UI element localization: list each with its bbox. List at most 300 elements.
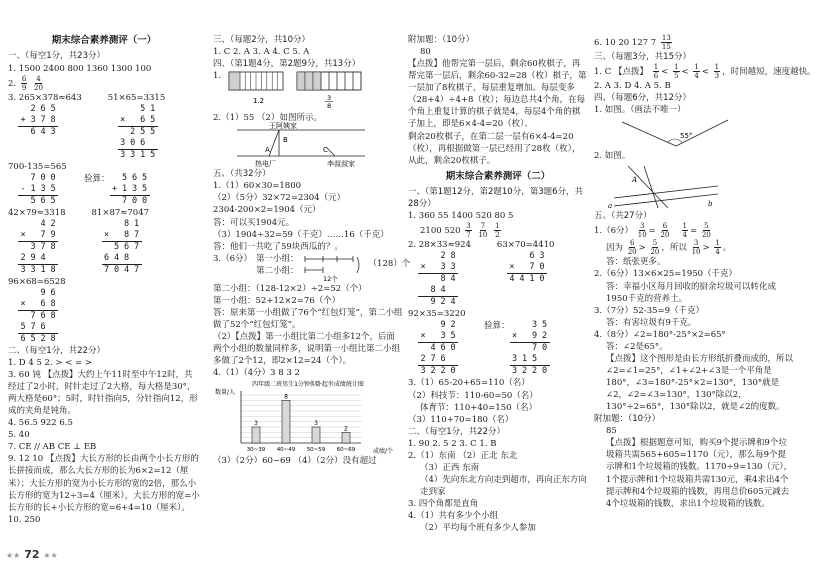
calc-digit: 1 xyxy=(40,264,46,275)
map-label-li-home: 李叔叔家 xyxy=(327,160,355,169)
calc-digit: 3 xyxy=(511,366,518,377)
t2-answer-3-3: （3）110+70=180（名） xyxy=(408,414,514,425)
calc-digit xyxy=(18,104,28,115)
test-2-title: 期末综合素养测评（二） xyxy=(445,170,551,182)
calc-digit: 8 xyxy=(450,251,456,262)
answer-1-1: 1. 1500 2400 800 1360 1300 100 xyxy=(8,63,152,74)
calc-digit: 7 xyxy=(133,264,140,275)
calc-digit: 4 xyxy=(430,343,436,354)
calc-digit: 0 xyxy=(50,172,56,183)
t2-extra-answer: 85 xyxy=(606,426,617,437)
chart-data-label: 8 xyxy=(284,393,288,401)
calc-digit: 0 xyxy=(113,264,120,275)
calc-digit xyxy=(18,288,28,299)
calc-digit: 6 xyxy=(40,103,46,114)
calc-digit: 5 xyxy=(150,114,156,125)
calc-digit: 5 xyxy=(140,103,146,114)
calc-digit xyxy=(102,242,112,253)
calc-digit: 2 xyxy=(40,333,46,344)
figure-label-A: A xyxy=(632,176,638,185)
svg-text:A: A xyxy=(265,146,270,155)
answer-5-4-1: 4.（1）（4分）3 8 3 2 xyxy=(213,368,300,379)
calc-digit: 8 xyxy=(123,218,130,229)
calc-digit: 0 xyxy=(450,343,456,354)
calc-digit: 1 xyxy=(121,183,128,194)
calc-digit xyxy=(28,219,38,230)
calc-digit: 6 xyxy=(20,333,26,344)
fraction: $\frac{1}{4}$ xyxy=(682,222,687,240)
calc-digit: 4 xyxy=(450,274,456,285)
calc-digit: 3 xyxy=(30,264,36,275)
fraction: $\frac{1}{6}$ xyxy=(653,63,659,81)
calc-digit: 0 xyxy=(40,172,46,183)
answer-1-2 xyxy=(8,75,200,92)
answer-1-4: 700-135=565 xyxy=(8,161,67,172)
fraction-cell xyxy=(329,72,337,90)
calc-digit: + xyxy=(111,183,118,194)
t2-answer-c-1: 1. C 【点拨】 $\frac{1}{6}$ < $\frac{1}{5}$ < $\frac{1}{4}$ < $\frac{1}{3}$ ，时间越短，速度越快。 xyxy=(594,63,816,81)
calc-digit: 3 xyxy=(30,114,36,125)
calc-digit: 0 xyxy=(541,366,548,377)
test-2-section-2-heading: 二、（每空1分，共22分） xyxy=(408,426,505,437)
calc-digit: 8 xyxy=(50,310,56,321)
t2-answer-2c: 92×35=3220 xyxy=(408,309,466,320)
answer-2-5: 5. 40 xyxy=(8,430,30,441)
fraction: $\frac{3}{10}$ xyxy=(691,239,701,257)
fraction-caption-numerator: 3 xyxy=(327,94,332,103)
column-4 xyxy=(594,34,816,510)
t2-vertical-calc-b xyxy=(507,251,555,285)
calc-digit: × xyxy=(103,229,110,240)
calc-digit: 9 xyxy=(531,331,538,342)
calc-digit: 9 xyxy=(440,320,446,331)
calc-digit: 0 xyxy=(541,343,548,354)
section-2-heading: 二、（每空1分，共22分） xyxy=(8,345,105,356)
calc-digit xyxy=(18,173,28,184)
t2-answer-2b: 63×70=4410 xyxy=(496,240,555,251)
answer-3: 1. C 2. A 3. A 4. C 5. A xyxy=(213,47,310,58)
answer-2-10: 10. 250 xyxy=(8,514,41,525)
calc-digit: × xyxy=(120,114,126,125)
bar-chart xyxy=(213,379,403,455)
answer-5-1-2c: 答：可以买1904元。 xyxy=(213,217,295,228)
calc-digit: 1 xyxy=(150,103,156,114)
calc-digit: 3 xyxy=(120,137,126,148)
star-icon: ★★ xyxy=(6,551,21,561)
answer-1-2-label: 2. xyxy=(8,78,17,89)
angle-figure xyxy=(618,116,738,150)
t2-check-label: 验算： xyxy=(484,321,510,332)
calc-digit: 4 xyxy=(450,297,456,308)
chart-bar-0 xyxy=(252,427,260,443)
calc-digit: 2 xyxy=(440,366,446,377)
t2-answer-b-1: 1. 90 2. 5 2 3. C 1. B xyxy=(408,438,497,449)
calc-digit: 9 xyxy=(430,297,436,308)
t2-answer-b-6-text: 6. 10 20 127 7 xyxy=(594,38,657,48)
chart-data-label: 2 xyxy=(344,425,348,433)
fraction: $\frac{1}{4}$ xyxy=(694,63,699,81)
calc-digit: 3 xyxy=(539,251,545,262)
calc-digit: 9 xyxy=(40,287,46,298)
extra-question-heading: 附加题：（10分） xyxy=(408,35,475,45)
calc-digit: 9 xyxy=(50,229,56,240)
calc-digit: 8 xyxy=(50,241,56,252)
fraction: $\frac{6}{9}$ xyxy=(21,74,27,92)
t2-vertical-calc-a xyxy=(418,251,471,308)
t2-answer-d-2: 2. 如图。 xyxy=(594,151,631,162)
calc-digit xyxy=(128,104,138,115)
t2-answer-e-3b: 答：有害垃圾有9千克。 xyxy=(606,317,697,328)
calc-digit xyxy=(128,115,138,126)
chart-tick-label: 50~59 xyxy=(306,447,326,454)
calc-digit: 8 xyxy=(440,274,446,285)
calc-digit: 6 xyxy=(440,343,446,354)
t2-answer-1-1: 1. 360 55 1400 520 80 5 xyxy=(408,211,514,222)
segment-sub-label: 12个 xyxy=(322,274,338,283)
check-label: 验算： xyxy=(84,173,110,184)
column-2 xyxy=(213,34,411,467)
calc-digit: 7 xyxy=(30,310,36,321)
t2-answer-b-2c: （4）先向东北方向走到超市，再向正东方向走到家 xyxy=(420,474,587,498)
calc-digit xyxy=(510,320,520,331)
vertical-calc-e xyxy=(18,219,66,276)
fraction: $\frac{7}{10}$ xyxy=(478,222,488,240)
answer-4-2: 2.（1）55 （2）如图所示。 xyxy=(213,113,322,124)
fraction: $\frac{5}{20}$ xyxy=(650,239,660,257)
answer-1-3b: 51×65=3315 xyxy=(107,92,166,103)
calc-digit: 3 xyxy=(120,149,126,160)
calc-digit: 5 xyxy=(50,195,56,206)
answer-1-5a: 42×79≈3318 xyxy=(8,207,66,218)
calc-digit: 3 xyxy=(420,366,426,377)
calc-digit xyxy=(28,299,38,310)
fraction-bars-figure xyxy=(227,70,377,110)
calc-digit: 6 xyxy=(50,287,56,298)
t2-answer-3-1: 3.（1）65-20+65=110（名） xyxy=(408,378,530,389)
svg-text:B: B xyxy=(283,136,288,145)
calc-digit xyxy=(418,274,428,285)
section-3-heading: 三、（每题2分，共10分） xyxy=(213,35,310,45)
calc-digit: 5 xyxy=(50,183,56,194)
calc-digit: × xyxy=(511,331,518,342)
calc-digit xyxy=(28,288,38,299)
calc-digit: 1 xyxy=(133,218,140,229)
chart-data-label: 3 xyxy=(254,420,258,428)
calc-digit xyxy=(102,219,112,230)
fraction: $\frac{6}{20}$ xyxy=(627,239,637,257)
calc-digit: 9 xyxy=(30,252,36,263)
chart-bar-1 xyxy=(282,401,290,444)
answer-2-9: 9. 12 10 【点拨】大长方形的长由两个小长方形的长拼接而成，那么大长方形的长为6×2=12（厘米）；大长方形的宽为小长方形的宽的2倍，那么小长方形的宽为12÷3=4（厘米），大长方形的宽=小长方形的长+小长方形的宽=6+4=10（厘米）。 xyxy=(8,454,200,513)
t2-answer-3-2b: 体育节：110+40=150（名） xyxy=(420,402,538,413)
answer-2-1: 1. D 4 5 2. > < = > xyxy=(8,357,92,368)
calc-digit: 0 xyxy=(539,262,545,273)
angle-label: 55° xyxy=(680,132,693,141)
calc-digit: 4 xyxy=(40,126,46,137)
calc-digit xyxy=(48,322,58,333)
calc-digit: 2 xyxy=(50,218,56,229)
calc-digit: 6 xyxy=(40,310,46,321)
calc-digit: 2 xyxy=(430,366,436,377)
calc-digit: 2 xyxy=(521,366,528,377)
extra-hint-2: 剩余20枚棋子，在第二层一层有6×4-4=20（枚），再根据做第一层已经用了28枚（枚），从此，剩余20枚棋子。 xyxy=(408,131,581,166)
fraction-cell xyxy=(353,72,361,90)
fraction-cell xyxy=(297,72,305,90)
calc-digit xyxy=(517,251,527,262)
answer-5-1-3: （3）1904÷32=59（千克）……16（千克） xyxy=(213,229,389,240)
calc-digit: 5 xyxy=(50,103,56,114)
answer-5-1-2b: 2304-200×2=1904（元） xyxy=(213,205,321,216)
calc-digit xyxy=(520,320,530,331)
page-number: 72 xyxy=(24,548,40,562)
column-1 xyxy=(8,34,200,526)
t2-answer-c-2: 2. A 3. D 4. A 5. B xyxy=(594,81,671,92)
fraction: $\frac{4}{20}$ xyxy=(34,74,43,92)
group-1-label: 第一小组： xyxy=(256,253,299,264)
answer-5-3-3: 答：原来第一小组做了76个“红包灯笼”，第二小组做了52个“红包灯笼”。 xyxy=(213,307,403,330)
calc-digit xyxy=(18,242,28,253)
calc-digit: 8 xyxy=(50,114,56,125)
calc-digit: 2 xyxy=(531,366,538,377)
answer-5-4-3: （3）（2分）60~69 （4）（2分）没有超过 xyxy=(213,456,377,467)
calc-digit: 7 xyxy=(121,195,128,206)
fraction: $\frac{1}{2}$ xyxy=(495,222,500,240)
calc-digit: 7 xyxy=(103,264,110,275)
t2-answer-e-4: 4.（8分）∠2=180°-25°×2=65° xyxy=(594,329,726,340)
calc-digit: 4 xyxy=(40,218,46,229)
vertical-calc-b xyxy=(118,104,166,161)
calc-digit: 1 xyxy=(30,183,36,194)
chart-bar-2 xyxy=(312,427,320,443)
answer-5-1-1: 1.（1）60×30=1800 xyxy=(213,181,302,192)
t2-answer-b-2: 2.（1）东南 （2）正北 东北 xyxy=(408,450,518,461)
answer-1-5b: 81×87≈7047 xyxy=(91,207,150,218)
calc-digit xyxy=(148,138,158,149)
calc-digit: 4 xyxy=(440,285,446,296)
fraction-cell xyxy=(337,72,345,90)
t2-answer-1-2-text: 2100 520 xyxy=(420,226,461,237)
calc-digit: 5 xyxy=(150,149,156,160)
calc-digit xyxy=(118,104,128,115)
calc-digit: 4 xyxy=(123,264,130,275)
t2-answer-e-4c: 【点拨】这个图形是由长方形纸折叠而成的，所以∠2=∠1=25°，∠1+∠2+∠3是一个平角是180°，∠3=180°-25°×2=130°，130°就是∠2，∠2=∠3=130°，130°除以2，130°÷2=65°，130°除以2，就是∠2的度数。 xyxy=(606,353,794,413)
calc-digit: 7 xyxy=(133,241,140,252)
svg-text:C: C xyxy=(323,146,328,155)
calc-digit: 7 xyxy=(133,229,140,240)
calc-digit xyxy=(418,297,428,308)
chart-tick-label: 30~39 xyxy=(246,447,266,454)
calc-digit: 0 xyxy=(131,195,138,206)
calc-digit: 5 xyxy=(141,183,148,194)
calc-digit xyxy=(110,196,120,207)
t2-answer-b-4b: （2）平均每个班有多少人参加 xyxy=(420,523,536,534)
map-label-wang-home: 王阿姨家 xyxy=(269,122,297,131)
chart-tick-label: 60~69 xyxy=(336,447,356,454)
calc-digit: 3 xyxy=(40,183,46,194)
section-4-heading: 四、（第1题4分，第2题9分，共13分） xyxy=(213,59,361,70)
answer-2-3: 3. 60 钝 【点拨】大约上午11时至中午12时，共经过了2小时，时针走过了2大格，每大格是30°，两大格是60°；5时，时针指向5，分针指向12，形成的夹角是钝角。 xyxy=(8,369,198,417)
calc-digit: 1 xyxy=(140,149,146,160)
fraction-cell xyxy=(321,72,329,90)
calc-digit: 7 xyxy=(430,354,436,365)
chart-title: 四年级二班男生1分钟仰卧起坐成绩统计图 xyxy=(252,381,364,389)
chart-tick-label: 40~49 xyxy=(276,447,296,454)
calc-digit: 2 xyxy=(440,251,446,262)
answer-5-3-2: 第一小组：52+12×2=76（个） xyxy=(213,295,341,306)
t2-extra-heading: 附加题：（10分） xyxy=(594,414,661,425)
calc-digit: 3 xyxy=(511,354,518,365)
t2-answer-2a: 2. 28×33≈924 xyxy=(408,240,471,251)
t2-section-3-heading: 三、（每题3分，共15分） xyxy=(594,52,691,62)
calc-digit xyxy=(418,285,428,296)
calc-digit xyxy=(428,274,438,285)
fraction: $\frac{5}{20}$ xyxy=(701,222,711,240)
fraction-caption-denominator: 8 xyxy=(327,102,332,111)
calc-digit xyxy=(18,196,28,207)
calc-digit: × xyxy=(509,262,515,273)
vertical-calc-f xyxy=(102,219,150,276)
vertical-calc-d xyxy=(110,173,150,207)
t2-answer-e-1: 1.（6分） $\frac{3}{10}$ = $\frac{6}{20}$ $\frac{1}{4}$ = $\frac{5}{20}$ xyxy=(594,222,711,240)
calc-digit: 5 xyxy=(531,354,538,365)
calc-digit: 6 xyxy=(529,251,535,262)
calc-digit: 5 xyxy=(113,241,120,252)
fraction: $\frac{1}{4}$ xyxy=(715,239,720,257)
calc-digit: 5 xyxy=(30,333,36,344)
calc-digit: 5 xyxy=(121,172,128,183)
calc-digit xyxy=(418,251,428,262)
chart-bar-3 xyxy=(342,433,350,444)
calc-digit xyxy=(517,262,527,273)
calc-digit: 0 xyxy=(130,137,136,148)
answer-5-1-2: （2）（5分）32×72=2304（元） xyxy=(213,193,346,204)
vertical-calc-a xyxy=(18,104,82,138)
extra-answer: 80 xyxy=(420,47,431,58)
answer-1-6: 96×68=6528 xyxy=(8,276,66,287)
line-segment-diagram xyxy=(303,253,365,283)
calc-digit: 0 xyxy=(539,274,545,285)
calc-digit: 3 xyxy=(440,331,446,342)
calc-digit: × xyxy=(20,229,26,240)
t2-answer-c-1-prefix: 1. C 【点拨】 xyxy=(594,67,649,78)
t2-answer-e-1-label: 1.（6分） xyxy=(594,226,634,237)
answer-2-7: 7. CE // AB CE ⊥ EB xyxy=(8,442,97,453)
answer-4-1-label: 1. xyxy=(213,71,222,82)
calc-digit: 6 xyxy=(103,252,110,263)
calc-digit xyxy=(540,354,550,365)
calc-digit: 8 xyxy=(50,298,56,309)
calc-digit: 3 xyxy=(450,262,456,273)
fraction: $\frac{3}{10}$ xyxy=(637,222,647,240)
calc-digit: 6 xyxy=(140,137,146,148)
calc-digit: 5 xyxy=(140,126,146,137)
chart-x-label: 成绩/个 xyxy=(373,448,394,456)
calc-digit: 2 xyxy=(30,103,36,114)
t2-answer-d-1: 1. 如图。（画法不唯一） xyxy=(594,105,686,116)
answer-5-1-3b: 答：他们一共吃了59块西瓜的？。 xyxy=(213,241,343,252)
answer-5-3-4: （2）【点拨】第一小组比第二小组多12个，后面两个小组的数量同样多，说明第一小组比第二小组多做了2个12，即2×12=24（个）。 xyxy=(213,331,401,367)
calc-digit xyxy=(18,219,28,230)
calc-digit: + xyxy=(20,114,26,125)
decimal-bar xyxy=(229,72,283,90)
answer-2-4: 4. 56.5 922 6.5 xyxy=(8,418,73,429)
calc-digit: 3 xyxy=(531,320,538,331)
chart-data-label: 3 xyxy=(314,420,318,428)
t2-extra-hint: 【点拨】根据题意可知，购买9个提示牌和9个垃圾箱共需565+605=1170（元），那么每9个提示牌和1个垃圾箱的钱数。1170÷9=130（元），1个提示牌和1个垃圾箱共需130元，乘4求出4个提示牌和4个垃圾箱的钱数，再用总价605元减去4个垃圾箱的钱数，求出1个垃圾箱的钱数。 xyxy=(606,438,793,509)
calc-digit xyxy=(448,354,458,365)
calc-digit: 5 xyxy=(20,321,26,332)
calc-digit: × xyxy=(20,298,26,309)
answer-5-3-label: 3.（6分） xyxy=(213,253,253,264)
calc-digit: 0 xyxy=(450,366,456,377)
t2-answer-b-3: 3. 四个角都是直角 xyxy=(408,499,479,510)
fraction: $\frac{1}{3}$ xyxy=(714,63,720,81)
calc-digit: 6 xyxy=(40,298,46,309)
vertical-calc-g xyxy=(18,288,200,345)
calc-digit: 5 xyxy=(150,126,156,137)
figure-label-a: a xyxy=(608,202,613,211)
calc-digit xyxy=(48,253,58,264)
calc-digit xyxy=(428,251,438,262)
calc-digit: - xyxy=(20,183,26,194)
t2-answer-e-1b: 因为 $\frac{6}{20}$ > $\frac{5}{20}$ ，所以 $\frac{3}{10}$ > $\frac{1}{4}$ 。 xyxy=(606,239,732,257)
calc-digit: 5 xyxy=(141,172,148,183)
t2-answer-e-2: 2.（6分）13×6×25=1950（千克） xyxy=(594,269,738,280)
fraction: $\frac{6}{20}$ xyxy=(660,222,670,240)
calc-digit xyxy=(520,343,530,354)
fraction: $\frac{3}{7}$ xyxy=(466,222,471,240)
calc-digit xyxy=(112,219,122,230)
t2-answer-3-2: （2）科技节：110-60=50（名） xyxy=(408,390,538,401)
t2-answer-b-2b: （3）正西 东南 xyxy=(420,462,480,473)
vertical-calc-c xyxy=(18,173,58,207)
calc-digit xyxy=(418,320,428,331)
extra-hint: 【点拨】他帮完第一层后，剩余60枚棋子，再帮完第一层后，剩余60-32=28（枚）棋子，第一层加了8枚棋子，每层重复增加。每层变多（28+4）÷4+8（枚）；每边总共4个角，在每个角上重复计算的棋子就是4，每层4个角的棋子加上，即是6×4-4=20（枚）。 xyxy=(408,59,587,130)
calc-digit xyxy=(428,262,438,273)
t2-section-5-heading: 五、（共27分） xyxy=(594,211,652,222)
t2-answer-e-1c: 答：纸张更多。 xyxy=(606,257,666,268)
calc-digit xyxy=(112,230,122,241)
fraction-cell xyxy=(345,72,353,90)
map-figure xyxy=(235,124,385,168)
calc-digit: 6 xyxy=(40,195,46,206)
calc-digit: 1 xyxy=(521,354,528,365)
t2-answer-b-4: 4.（1）共有多少个小组 xyxy=(408,511,499,522)
calc-digit xyxy=(520,331,530,342)
calc-digit xyxy=(507,251,517,262)
calc-digit: 4 xyxy=(519,274,525,285)
calc-digit: 6 xyxy=(30,126,36,137)
column-3 xyxy=(408,34,588,534)
calc-digit: 7 xyxy=(30,321,36,332)
calc-digit: 2 xyxy=(440,297,446,308)
calc-digit: 8 xyxy=(430,285,436,296)
calc-digit: 6 xyxy=(440,354,446,365)
calc-digit xyxy=(28,230,38,241)
calc-digit: 6 xyxy=(40,321,46,332)
calc-digit: 5 xyxy=(541,320,548,331)
section-5-heading: 五、（共32分） xyxy=(213,169,271,180)
calc-digit: 8 xyxy=(50,333,56,344)
calc-digit: 7 xyxy=(531,343,538,354)
calc-digit: 7 xyxy=(529,262,535,273)
calc-digit: 2 xyxy=(420,354,426,365)
t2-vertical-calc-c xyxy=(418,320,458,377)
chart-y-label: 数量/人 xyxy=(215,389,236,397)
because-label: 因为 xyxy=(606,243,624,254)
t2-answer-1-2 xyxy=(408,222,588,239)
calc-digit: 8 xyxy=(123,252,130,263)
